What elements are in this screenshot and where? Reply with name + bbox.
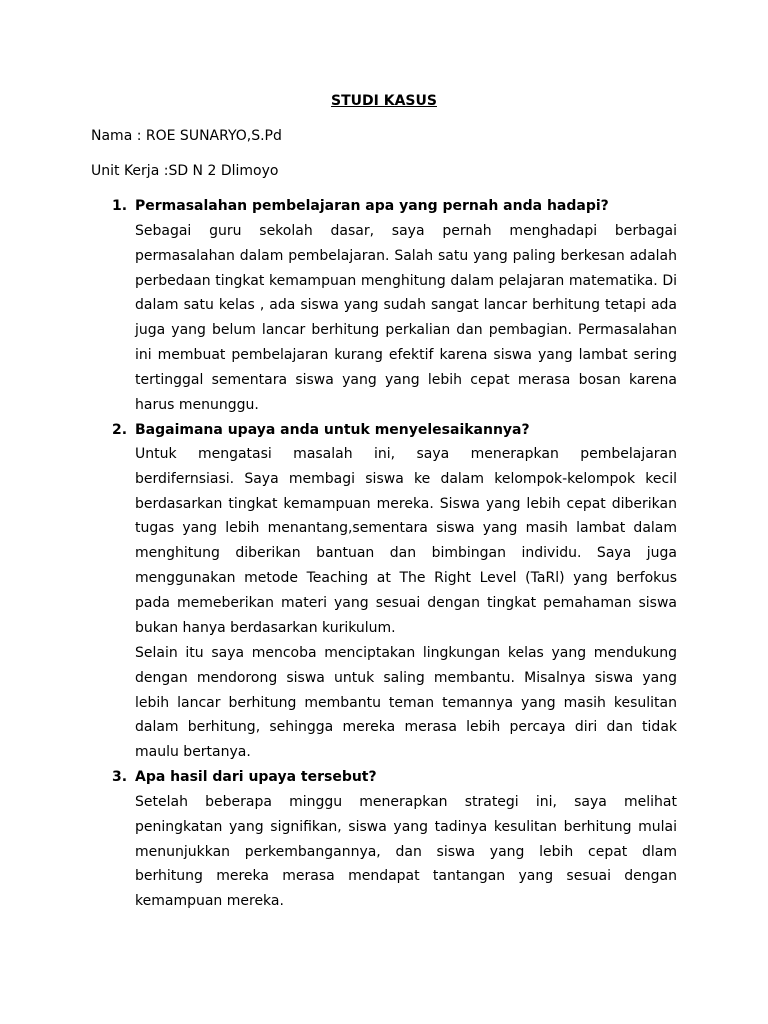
question-number-3: 3. bbox=[112, 769, 128, 785]
question-number-1: 1. bbox=[112, 198, 128, 214]
answer-2-paragraph-1: Untuk mengatasi masalah ini, saya menerapkan pembelajaran berdifernsiasi. Saya membagi siswa ke dalam kelompok-kelompok kecil berdasarkan tingkat kemampuan mereka. Siswa yang lebih cepat diberikan tugas yang lebih menantang,sementara siswa yang masih lambat dalam menghitung diberikan bantuan dan bimbingan individu. Saya juga menggunakan metode Teaching at The Right Level (TaRl) yang berfokus pada memeberikan materi yang sesuai dengan tingkat pemahaman siswa bukan hanya berdasarkan kurikulum. bbox=[135, 446, 677, 636]
question-1: Permasalahan pembelajaran apa yang pernah anda hadapi? bbox=[135, 198, 609, 214]
answer-2-paragraph-2: Selain itu saya mencoba menciptakan lingkungan kelas yang mendukung dengan mendorong siswa untuk saling membantu. Misalnya siswa yang lebih lancar berhitung membantu teman temannya yang masih kesulitan dalam berhitung, sehingga mereka merasa lebih percaya diri dan tidak maulu bertanya. bbox=[135, 645, 677, 761]
name-line: Nama : ROE SUNARYO,S.Pd bbox=[91, 128, 282, 144]
answer-1-paragraph-1: Sebagai guru sekolah dasar, saya pernah menghadapi berbagai permasalahan dalam pembelajaran. Salah satu yang paling berkesan adalah perbedaan tingkat kemampuan menghitung dalam pelajaran matematika. Di dalam satu kelas , ada siswa yang sudah sangat lancar berhitung tetapi ada juga yang belum lancar berhitung perkalian dan pembagian. Permasalahan ini membuat pembelajaran kurang efektif karena siswa yang lambat sering tertinggal sementara siswa yang yang lebih cepat merasa bosan karena harus menunggu. bbox=[135, 223, 677, 413]
question-number-2: 2. bbox=[112, 422, 128, 438]
document-title: STUDI KASUS bbox=[331, 93, 437, 109]
question-3: Apa hasil dari upaya tersebut? bbox=[135, 769, 377, 785]
question-2: Bagaimana upaya anda untuk menyelesaikannya? bbox=[135, 422, 530, 438]
answer-3-paragraph-1: Setelah beberapa minggu menerapkan strategi ini, saya melihat peningkatan yang signifikan, siswa yang tadinya kesulitan berhitung mulai menunjukkan perkembangannya, dan siswa yang lebih cepat dlam berhitung mereka merasa mendapat tantangan yang sesuai dengan kemampuan mereka. bbox=[135, 794, 677, 910]
unit-line: Unit Kerja :SD N 2 Dlimoyo bbox=[91, 163, 279, 179]
